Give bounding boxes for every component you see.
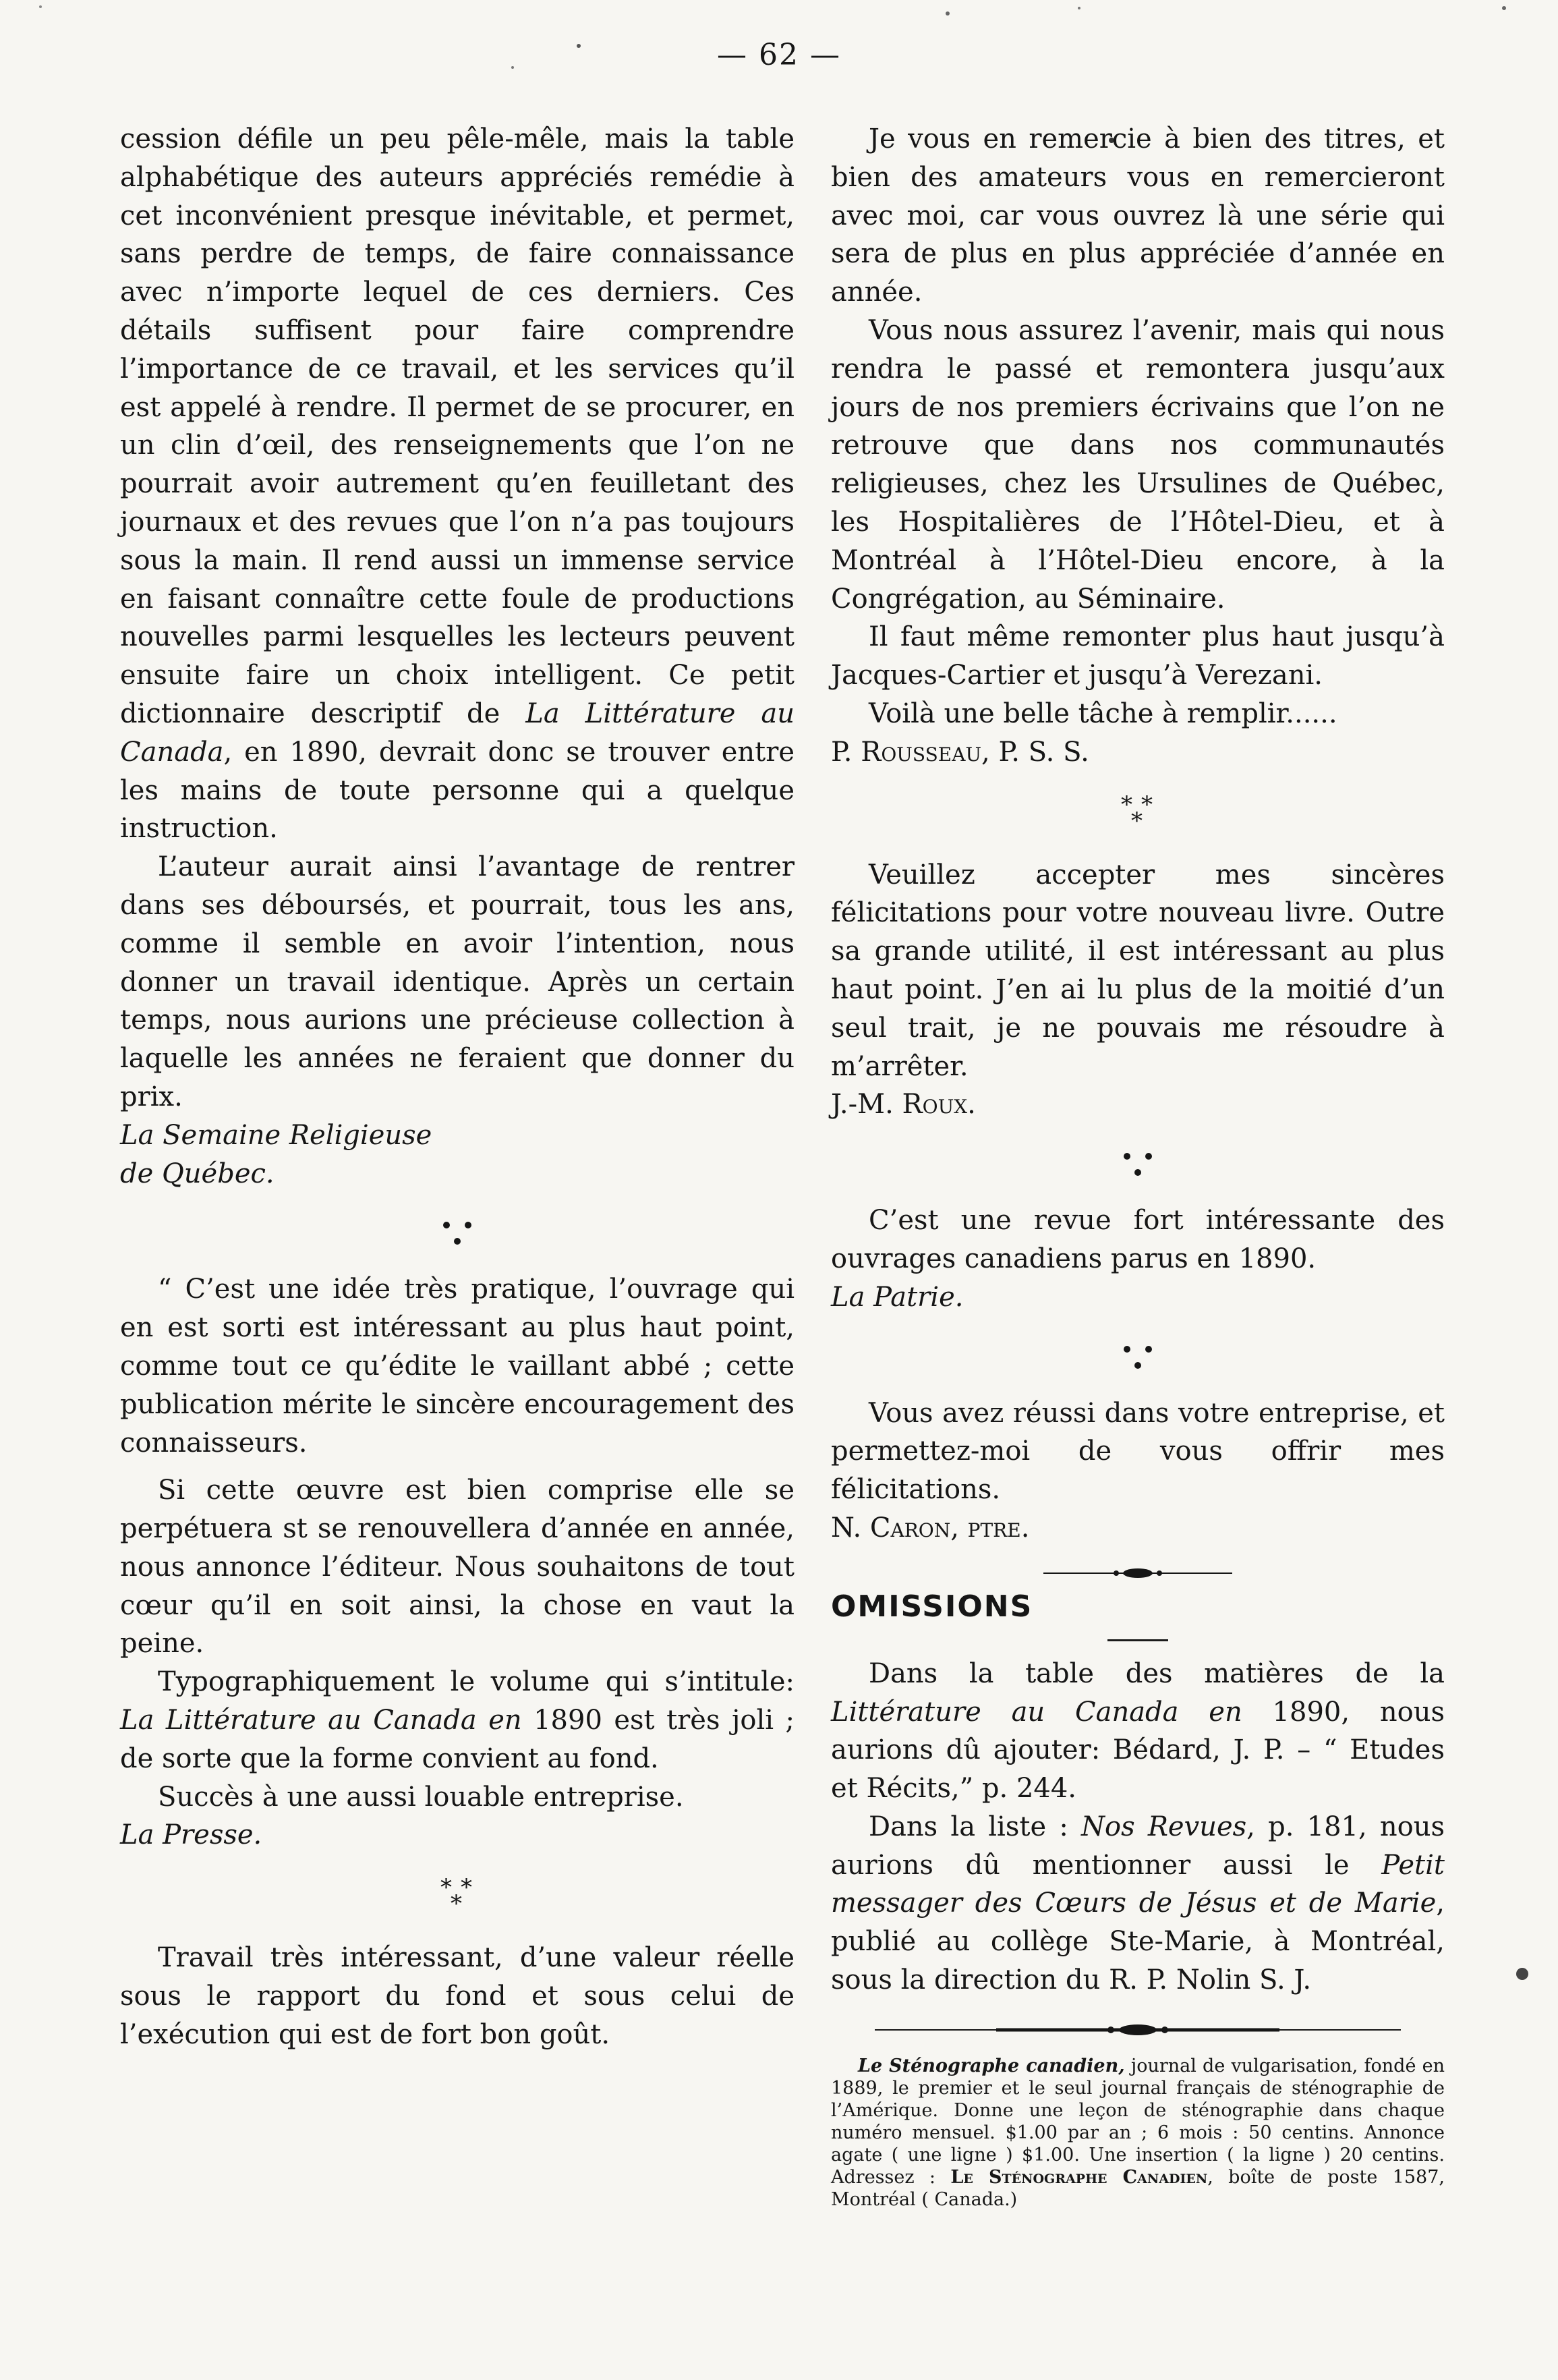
left-paragraph-7: Travail très intéressant, d’une valeur réelle sous le rapport du fond et sous celui de l’exécution qui est de fort bon goût.: [120, 1942, 795, 2050]
asterism-icon: [1114, 795, 1161, 835]
right-column: [831, 120, 1445, 2211]
omission-paragraph-1: Dans la table des matières de la Littérature au Canada en 1890, nous aurions dû ajouter: Bédard, J. P. – “ Etudes et Récits,” p. 244.: [831, 1658, 1445, 1805]
signature-la-presse: La Presse.: [120, 1819, 262, 1851]
asterism-separator: [120, 1877, 795, 1924]
svg-text:*: *: [1141, 794, 1157, 818]
advertisement-footnote: Le Sténographe canadien, journal de vulgarisation, fondé en 1889, le premier et le seul journal français de sténographie de l’Amérique. Donne une leçon de sténographie dans chaque numéro mensuel. $1.00 par an ; 6 mois : 50 centins. Annonce agate ( une ligne ) $1.00. Une insertion ( la ligne ) 20 centins. Adressez : Le Sténographe Canadien, boîte de poste 1587, Montréal ( Canada.): [831, 2055, 1445, 2210]
signature-la-patrie: La Patrie.: [831, 1281, 964, 1313]
right-paragraph-7: Vous avez réussi dans votre entreprise, et permettez-moi de vous offrir mes félicitations.: [831, 1397, 1445, 1506]
left-paragraph-4: Si cette œuvre est bien comprise elle se perpétuera st se renouvellera d’année en année, nous annonce l’éditeur. Nous souhaitons de tout cœur qu’il en soit ainsi, la chose en vaut la peine.: [120, 1475, 795, 1660]
left-paragraph-6: Succès à une aussi louable entreprise.: [158, 1781, 684, 1813]
svg-text:*: *: [451, 1890, 466, 1918]
dots-ornament-icon: [1118, 1147, 1158, 1181]
dots-ornament-icon: [1118, 1340, 1158, 1373]
right-paragraph-5: Veuillez accepter mes sincères félicitations pour votre nouveau livre. Outre sa grande utilité, il est intéressant au plus haut point. J’en ai lu plus de la moitié d’un seul trait, je ne pouvais me résoudre à m’arrêter.: [831, 859, 1445, 1082]
right-paragraph-1: Je vous en remercie à bien des titres, et bien des amateurs vous en remercieront avec moi, car vous ouvrez là une série qui sera de plus en plus appréciée d’année en année.: [831, 123, 1445, 308]
asterism-icon: [434, 1877, 481, 1918]
svg-text:*: *: [1131, 807, 1147, 834]
signature-quebec: de Québec.: [120, 1158, 275, 1189]
page-number: — 62 —: [717, 38, 841, 72]
asterism-separator: [831, 1340, 1445, 1380]
asterism-separator: [120, 1216, 795, 1255]
omission-paragraph-2: Dans la liste : Nos Revues, p. 181, nous aurions dû mentionner aussi le Petit messager des Cœurs de Jésus et de Marie, publié au collège Ste-Marie, à Montréal, sous la direction du R. P. Nolin S. J.: [831, 1811, 1445, 1996]
right-paragraph-2: Vous nous assurez l’avenir, mais qui nous rendra le passé et remontera jusqu’aux jours de nos premiers écrivains que l’on ne retrouve que dans nos communautés religieuses, chez les Ursulines de Québec, les Hospitalières de l’Hôtel-Dieu, et à Montréal à l’Hôtel-Dieu encore, à la Congrégation, au Séminaire.: [831, 314, 1445, 615]
section-title-omissions: OMISSIONS: [831, 1589, 1033, 1624]
right-paragraph-3: Il faut même remonter plus haut jusqu’à Jacques-Cartier et jusqu’à Verezani.: [831, 621, 1445, 691]
right-paragraph-4: Voilà une belle tâche à remplir......: [869, 698, 1337, 729]
asterism-separator: [831, 795, 1445, 841]
footnote-rule-ornament-icon: [875, 2022, 1401, 2037]
dots-ornament-icon: [437, 1216, 478, 1249]
left-paragraph-1: cession défile un peu pêle-mêle, mais la table alphabétique des auteurs appréciés remédie à cet inconvénient presque inévitable, et permet, sans perdre de temps, de faire connaissance avec n’importe lequel de ces derniers. Ces détails suffisent pour faire comprendre l’importance de ce travail, et les services qu’il est appelé à rendre. Il permet de se procurer, en un clin d’œil, des renseignements que l’on ne pourrait avoir autrement qu’en feuilletant des journaux et des revues que l’on n’a pas toujours sous la main. Il rend aussi un immense service en faisant connaître cette foule de productions nouvelles parmi lesquelles les lecteurs peuvent ensuite faire un choix intelligent. Ce petit dictionnaire descriptif de La Littérature au Canada, en 1890, devrait donc se trouver entre les mains de toute personne qui a quelque instruction.: [120, 123, 795, 845]
signature-semaine-religieuse: La Semaine Religieuse: [120, 1119, 432, 1151]
left-paragraph-2: L’auteur aurait ainsi l’avantage de rentrer dans ses déboursés, et pourrait, tous les ans, comme il semble en avoir l’intention, nous donner un travail identique. Après un certain temps, nous aurions une précieuse collection à laquelle les années ne feraient que donner du prix.: [120, 851, 795, 1112]
svg-text:*: *: [1121, 794, 1136, 818]
asterism-separator: [831, 1147, 1445, 1187]
left-column: [120, 120, 795, 2054]
left-paragraph-5: Typographiquement le volume qui s’intitule: La Littérature au Canada en 1890 est très joli ; de sorte que la forme convient au fond.: [120, 1666, 795, 1774]
svg-text:*: *: [440, 1877, 456, 1902]
title-underline: [1107, 1639, 1168, 1641]
svg-text:*: *: [461, 1877, 476, 1902]
signature-caron: N. Caron, ptre.: [831, 1512, 1030, 1543]
signature-rousseau: P. Rousseau, P. S. S.: [831, 736, 1089, 768]
rule-ornament-icon: [1043, 1566, 1232, 1580]
right-paragraph-6: C’est une revue fort intéressante des ouvrages canadiens parus en 1890.: [831, 1205, 1445, 1274]
signature-roux: J.-M. Roux.: [831, 1089, 976, 1121]
left-paragraph-3: “ C’est une idée très pratique, l’ouvrage qui en est sorti est intéressant au plus haut point, comme tout ce qu’édite le vaillant abbé ; cette publication mérite le sincère encouragement des connaisseurs.: [120, 1274, 795, 1458]
